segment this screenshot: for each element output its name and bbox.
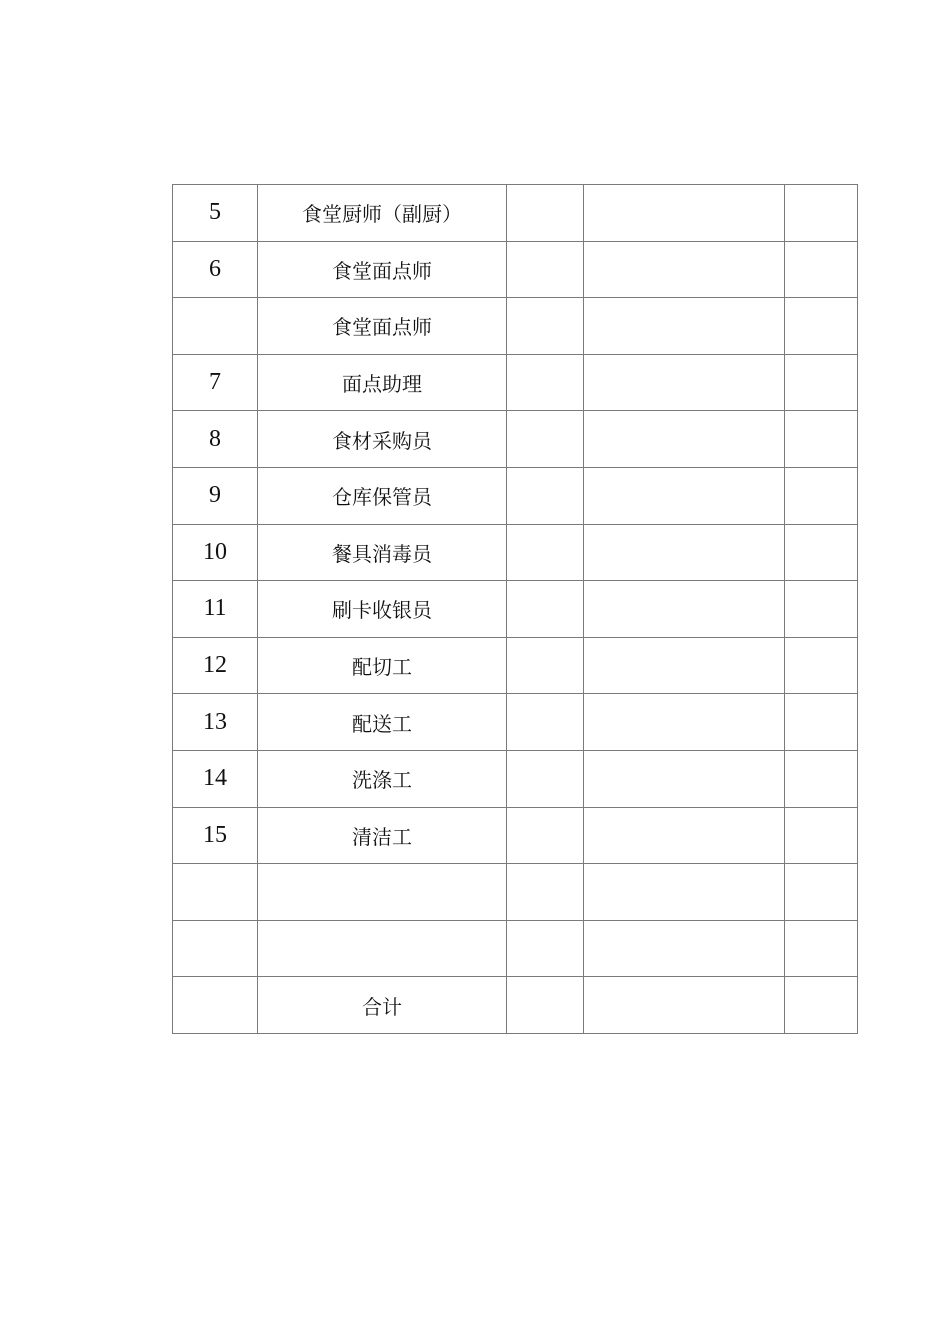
- row-number-cell: 5: [173, 185, 258, 242]
- empty-cell: [584, 298, 785, 355]
- empty-cell: [785, 354, 858, 411]
- post-name-cell: [258, 864, 507, 921]
- empty-cell: [584, 354, 785, 411]
- row-number-cell: [173, 864, 258, 921]
- empty-cell: [785, 524, 858, 581]
- row-number-cell: [173, 920, 258, 977]
- row-number-cell: 9: [173, 467, 258, 524]
- empty-cell: [584, 920, 785, 977]
- empty-cell: [507, 977, 584, 1034]
- empty-cell: [507, 807, 584, 864]
- table-row: [173, 864, 858, 921]
- table-row: [173, 298, 858, 355]
- empty-cell: [507, 467, 584, 524]
- empty-cell: [785, 864, 858, 921]
- row-number-cell: 10: [173, 524, 258, 581]
- empty-cell: [584, 977, 785, 1034]
- empty-cell: [507, 298, 584, 355]
- empty-cell: [785, 920, 858, 977]
- empty-cell: [507, 920, 584, 977]
- row-number-cell: 13: [173, 694, 258, 751]
- row-number-cell: 6: [173, 241, 258, 298]
- table-row: [173, 807, 858, 864]
- row-number-cell: 8: [173, 411, 258, 468]
- total-row: [173, 977, 858, 1034]
- post-name-cell: [258, 920, 507, 977]
- post-name-cell: 食材采购员: [258, 411, 507, 468]
- row-number-cell: 15: [173, 807, 258, 864]
- row-number-cell: 11: [173, 581, 258, 638]
- table-row: [173, 694, 858, 751]
- post-name-cell: 刷卡收银员: [258, 581, 507, 638]
- empty-cell: [507, 694, 584, 751]
- table-row: [173, 524, 858, 581]
- empty-cell: [584, 467, 785, 524]
- row-number-cell: 12: [173, 637, 258, 694]
- row-number-cell: [173, 977, 258, 1034]
- post-name-cell: 食堂面点师: [258, 298, 507, 355]
- empty-cell: [507, 750, 584, 807]
- table-row: [173, 241, 858, 298]
- post-name-cell: 食堂厨师（副厨）: [258, 185, 507, 242]
- table-row: [173, 354, 858, 411]
- empty-cell: [584, 581, 785, 638]
- total-label-cell: 合计: [258, 977, 507, 1034]
- empty-cell: [584, 694, 785, 751]
- staff-table-body: [173, 185, 858, 1034]
- row-number-cell: 7: [173, 354, 258, 411]
- empty-cell: [584, 185, 785, 242]
- table-row: [173, 185, 858, 242]
- empty-cell: [584, 637, 785, 694]
- empty-cell: [584, 750, 785, 807]
- table-row: [173, 467, 858, 524]
- empty-cell: [785, 467, 858, 524]
- staff-table: [172, 184, 858, 1034]
- empty-cell: [785, 411, 858, 468]
- empty-cell: [584, 807, 785, 864]
- post-name-cell: 洗涤工: [258, 750, 507, 807]
- table-row: [173, 637, 858, 694]
- empty-cell: [785, 637, 858, 694]
- post-name-cell: 食堂面点师: [258, 241, 507, 298]
- empty-cell: [507, 864, 584, 921]
- post-name-cell: 配切工: [258, 637, 507, 694]
- empty-cell: [785, 750, 858, 807]
- table-row: [173, 920, 858, 977]
- table-row: [173, 411, 858, 468]
- empty-cell: [507, 241, 584, 298]
- row-number-cell: 14: [173, 750, 258, 807]
- table-row: [173, 750, 858, 807]
- post-name-cell: 配送工: [258, 694, 507, 751]
- empty-cell: [584, 864, 785, 921]
- empty-cell: [507, 524, 584, 581]
- empty-cell: [507, 354, 584, 411]
- empty-cell: [785, 241, 858, 298]
- empty-cell: [785, 298, 858, 355]
- empty-cell: [785, 807, 858, 864]
- empty-cell: [785, 694, 858, 751]
- post-name-cell: 餐具消毒员: [258, 524, 507, 581]
- post-name-cell: 仓库保管员: [258, 467, 507, 524]
- table-row: [173, 581, 858, 638]
- empty-cell: [507, 637, 584, 694]
- post-name-cell: 清洁工: [258, 807, 507, 864]
- empty-cell: [785, 185, 858, 242]
- row-number-cell: [173, 298, 258, 355]
- empty-cell: [584, 241, 785, 298]
- empty-cell: [507, 581, 584, 638]
- empty-cell: [507, 185, 584, 242]
- empty-cell: [584, 411, 785, 468]
- empty-cell: [584, 524, 785, 581]
- empty-cell: [785, 977, 858, 1034]
- empty-cell: [507, 411, 584, 468]
- empty-cell: [785, 581, 858, 638]
- post-name-cell: 面点助理: [258, 354, 507, 411]
